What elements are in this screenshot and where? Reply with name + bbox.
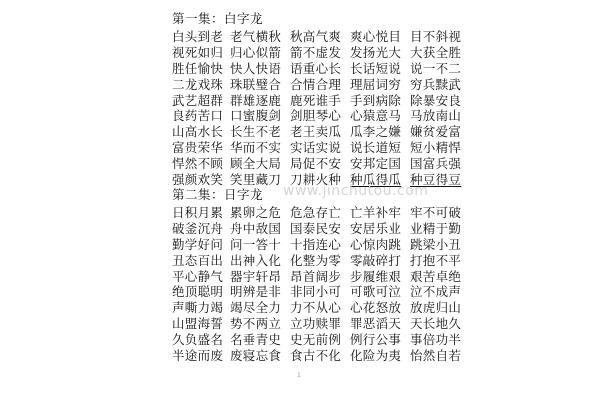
section-title: 第一集：白字龙 [172,11,264,26]
idiom-cell: 珠联璧合 [230,76,282,92]
idiom-cell: 平心静气 [172,268,224,284]
idiom-cell: 良药苦口 [172,108,224,124]
idiom-cell: 国富兵强 [410,156,462,172]
idiom-cell: 半途而废 [172,348,224,364]
idiom-cell: 长生不老 [230,124,282,140]
idiom-cell: 华而不实 [230,140,282,156]
idiom-cell: 危急存亡 [290,205,342,220]
idiom-cell: 日积月累 [172,205,224,220]
idiom-cell: 问一答十 [230,236,282,252]
idiom-cell: 史无前例 [290,332,342,348]
idiom-cell: 声嘶力竭 [172,300,224,316]
idiom-cell: 出神入化 [230,252,282,268]
idiom-cell: 刀耕火种 [290,172,342,188]
idiom-cell: 语重心长 [290,60,342,76]
idiom-cell: 久负盛名 [172,332,224,348]
section-2 [172,186,470,364]
idiom-cell: 艰苦卓绝 [410,268,462,284]
idiom-cell: 打抱不平 [410,252,462,268]
idiom-cell: 十指连心 [290,236,342,252]
idiom-cell: 种豆得豆 [410,172,462,188]
idiom-cell: 归心似箭 [230,44,282,60]
idiom-cell: 爽心悦目 [350,29,402,44]
idiom-cell: 亡羊补牢 [350,205,402,220]
section-title: 第二集：日字龙 [172,187,264,202]
idiom-cell: 口蜜腹剑 [230,108,282,124]
idiom-cell: 破釜沉舟 [172,220,224,236]
idiom-cell: 步履维艰 [350,268,402,284]
idiom-grid [172,205,470,364]
idiom-cell: 舟中敌国 [230,220,282,236]
idiom-cell: 绝顶聪明 [172,284,224,300]
idiom-cell: 事倍功半 [410,332,462,348]
idiom-cell: 丑态百出 [172,252,224,268]
idiom-cell: 老王卖瓜 [290,124,342,140]
idiom-cell: 合情合理 [290,76,342,92]
idiom-cell: 国泰民安 [290,220,342,236]
idiom-cell: 牢不可破 [410,205,462,220]
idiom-cell: 胜任愉快 [172,60,224,76]
idiom-cell: 马放南山 [410,108,462,124]
idiom-cell: 明辨是非 [230,284,282,300]
idiom-cell: 业精于勤 [410,220,462,236]
idiom-cell: 局促不安 [290,156,342,172]
idiom-cell: 跳梁小丑 [410,236,462,252]
idiom-cell: 放虎归山 [410,300,462,316]
idiom-cell: 发扬光大 [350,44,402,60]
idiom-cell: 目不斜视 [410,29,462,44]
idiom-cell: 理屈词穷 [350,76,402,92]
idiom-cell: 化险为夷 [350,348,402,364]
idiom-cell: 武艺超群 [172,92,224,108]
idiom-cell: 食古不化 [290,348,342,364]
idiom-cell: 种瓜得瓜 [350,172,402,188]
idiom-cell: 天长地久 [410,316,462,332]
idiom-cell: 悍然不顾 [172,156,224,172]
idiom-cell: 非同小可 [290,284,342,300]
idiom-cell: 瓜李之嫌 [350,124,402,140]
idiom-cell: 长话短说 [350,60,402,76]
idiom-cell: 秋高气爽 [290,29,342,44]
idiom-cell: 昂首阔步 [290,268,342,284]
idiom-cell: 心花怒放 [350,300,402,316]
idiom-cell: 勤学好问 [172,236,224,252]
idiom-cell: 心惊肉跳 [350,236,402,252]
idiom-cell: 老气横秋 [230,29,282,44]
idiom-cell: 富贵荣华 [172,140,224,156]
idiom-cell: 名垂青史 [230,332,282,348]
idiom-cell: 短小精悍 [410,140,462,156]
idiom-cell: 泣不成声 [410,284,462,300]
idiom-cell: 箭不虚发 [290,44,342,60]
section-1 [172,10,470,188]
idiom-cell: 说长道短 [350,140,402,156]
idiom-cell: 怡然自若 [410,348,462,364]
idiom-grid [172,29,470,188]
idiom-cell: 心猿意马 [350,108,402,124]
idiom-cell: 二龙戏珠 [172,76,224,92]
idiom-cell: 嫌贫爱富 [410,124,462,140]
idiom-cell: 废寝忘食 [230,348,282,364]
idiom-cell: 力不从心 [290,300,342,316]
idiom-cell: 安居乐业 [350,220,402,236]
idiom-cell: 器宇轩昂 [230,268,282,284]
idiom-cell: 群雄逐鹿 [230,92,282,108]
idiom-cell: 例行公事 [350,332,402,348]
idiom-cell: 立功赎罪 [290,316,342,332]
idiom-cell: 安邦定国 [350,156,402,172]
idiom-cell: 白头到老 [172,29,224,44]
idiom-cell: 顾全大局 [230,156,282,172]
idiom-cell: 手到病除 [350,92,402,108]
idiom-cell: 强颜欢笑 [172,172,224,188]
page-number: 1 [297,372,301,379]
idiom-cell: 鹿死谁手 [290,92,342,108]
idiom-cell: 可歌可泣 [350,284,402,300]
idiom-cell: 零敲碎打 [350,252,402,268]
idiom-cell: 累卵之危 [230,205,282,220]
idiom-cell: 穷兵黩武 [410,76,462,92]
idiom-cell: 除暴安良 [410,92,462,108]
idiom-cell: 竭尽全力 [230,300,282,316]
idiom-cell: 势不两立 [230,316,282,332]
idiom-cell: 罪恶滔天 [350,316,402,332]
idiom-cell: 视死如归 [172,44,224,60]
idiom-cell: 山盟海誓 [172,316,224,332]
idiom-cell: 说一不二 [410,60,462,76]
idiom-cell: 化整为零 [290,252,342,268]
idiom-cell: 快人快语 [230,60,282,76]
idiom-cell: 山高水长 [172,124,224,140]
watermark: www.jinchutou.com [283,183,429,199]
idiom-cell: 实话实说 [290,140,342,156]
idiom-cell: 大获全胜 [410,44,462,60]
idiom-cell: 剑胆琴心 [290,108,342,124]
idiom-cell: 笑里藏刀 [230,172,282,188]
